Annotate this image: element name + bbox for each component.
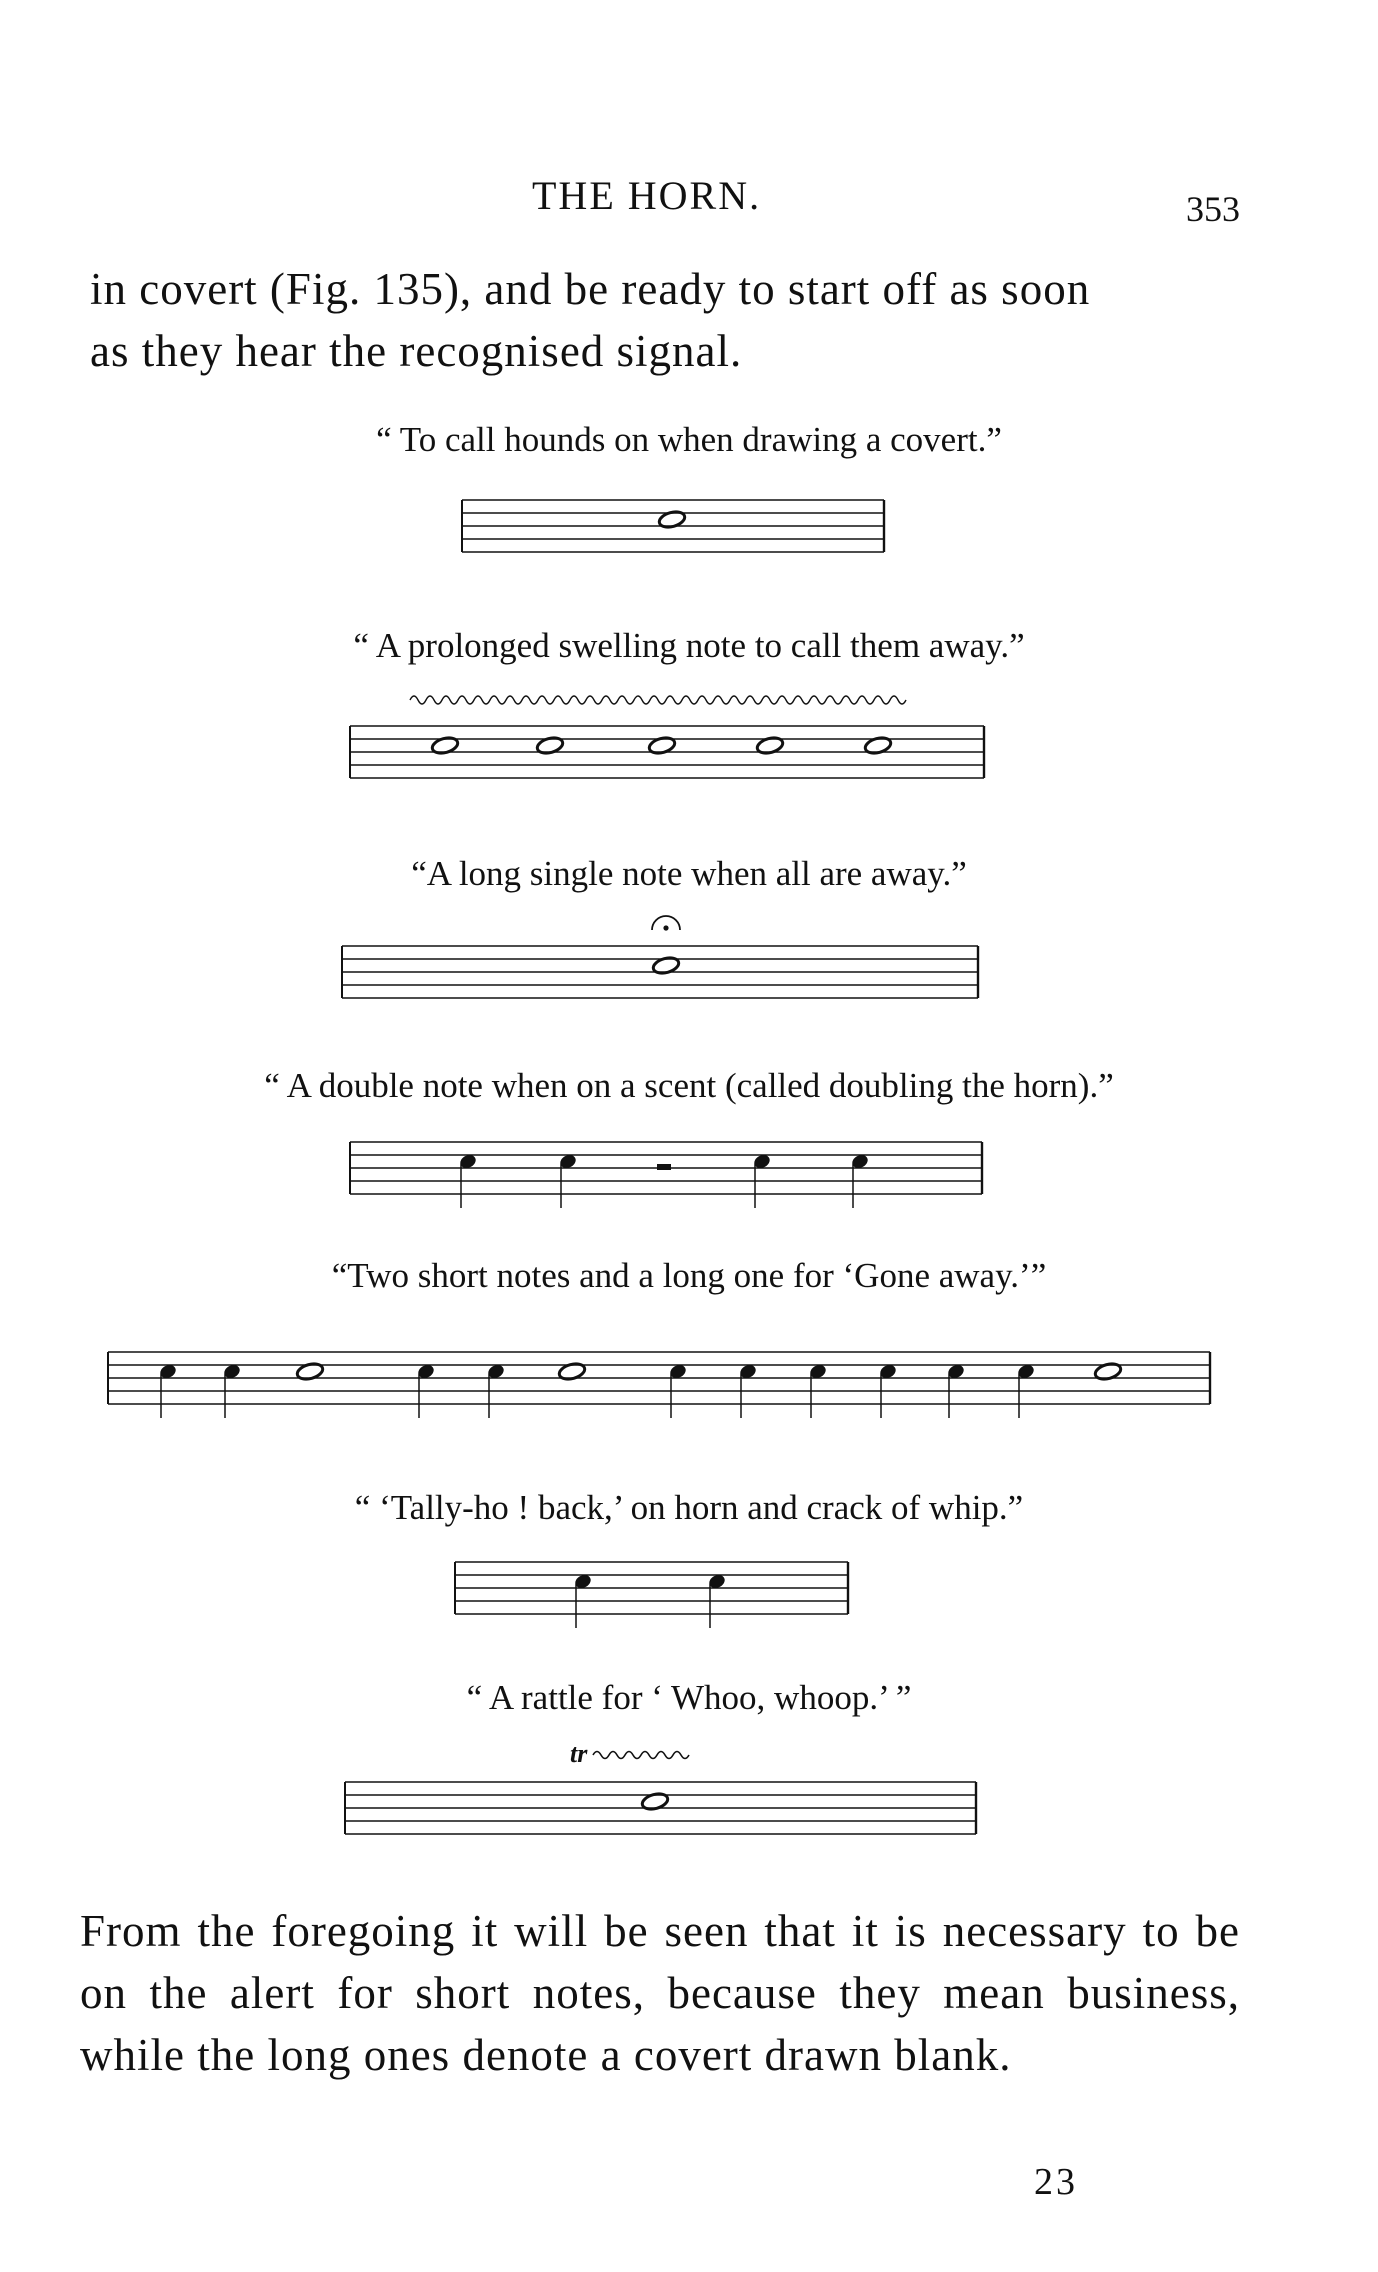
whole-note [641,1791,670,1811]
whole-note [652,955,681,975]
quarter-note [222,1363,242,1381]
call-caption: “ To call hounds on when drawing a covert.” [376,420,1002,459]
whole-note [648,735,677,755]
quarter-note [707,1573,727,1591]
quarter-note [416,1363,436,1381]
quarter-note [558,1153,578,1171]
whole-note [658,509,687,529]
call-caption: “ A prolonged swelling note to call them away.” [353,626,1025,665]
whole-note [756,735,785,755]
quarter-note [878,1363,898,1381]
closing-paragraph: From the foregoing it will be seen that it is necessary to be on the alert for short notes, because they mean business, while the long ones denote a covert drawn blank. [80,1906,1240,2080]
rest [657,1164,671,1170]
call-caption: “Two short notes and a long one for ‘Gone away.’” [331,1256,1047,1295]
quarter-note [573,1573,593,1591]
whole-note [1094,1361,1123,1381]
whole-note [558,1361,587,1381]
trill-wave [593,1752,689,1759]
intro-line-2: as they hear the recognised signal. [90,326,743,376]
call-caption: “A long single note when all are away.” [411,854,967,893]
quarter-note [1016,1363,1036,1381]
quarter-note [808,1363,828,1381]
whole-note [536,735,565,755]
quarter-note [486,1363,506,1381]
quarter-note [158,1363,178,1381]
call-caption: “ A double note when on a scent (called doubling the horn).” [264,1066,1114,1105]
swell-mark [410,696,906,704]
quarter-note [668,1363,688,1381]
quarter-note [752,1153,772,1171]
quarter-note [738,1363,758,1381]
whole-note [864,735,893,755]
quarter-note [458,1153,478,1171]
trill-text: tr [570,1739,588,1768]
intro-line-1: in covert (Fig. 135), and be ready to start off as soon [90,264,1091,314]
call-caption: “ ‘Tally-ho ! back,’ on horn and crack of whip.” [354,1488,1024,1527]
signature-mark: 23 [1034,2161,1078,2203]
fermata-arc [652,916,680,930]
quarter-note [850,1153,870,1171]
fermata-dot [663,925,668,930]
whole-note [431,735,460,755]
quarter-note [946,1363,966,1381]
call-caption: “ A rattle for ‘ Whoo, whoop.’ ” [466,1678,912,1717]
page-number: 353 [1186,189,1240,229]
running-head: THE HORN. [532,173,762,218]
whole-note [296,1361,325,1381]
intro-paragraph [90,258,1090,382]
